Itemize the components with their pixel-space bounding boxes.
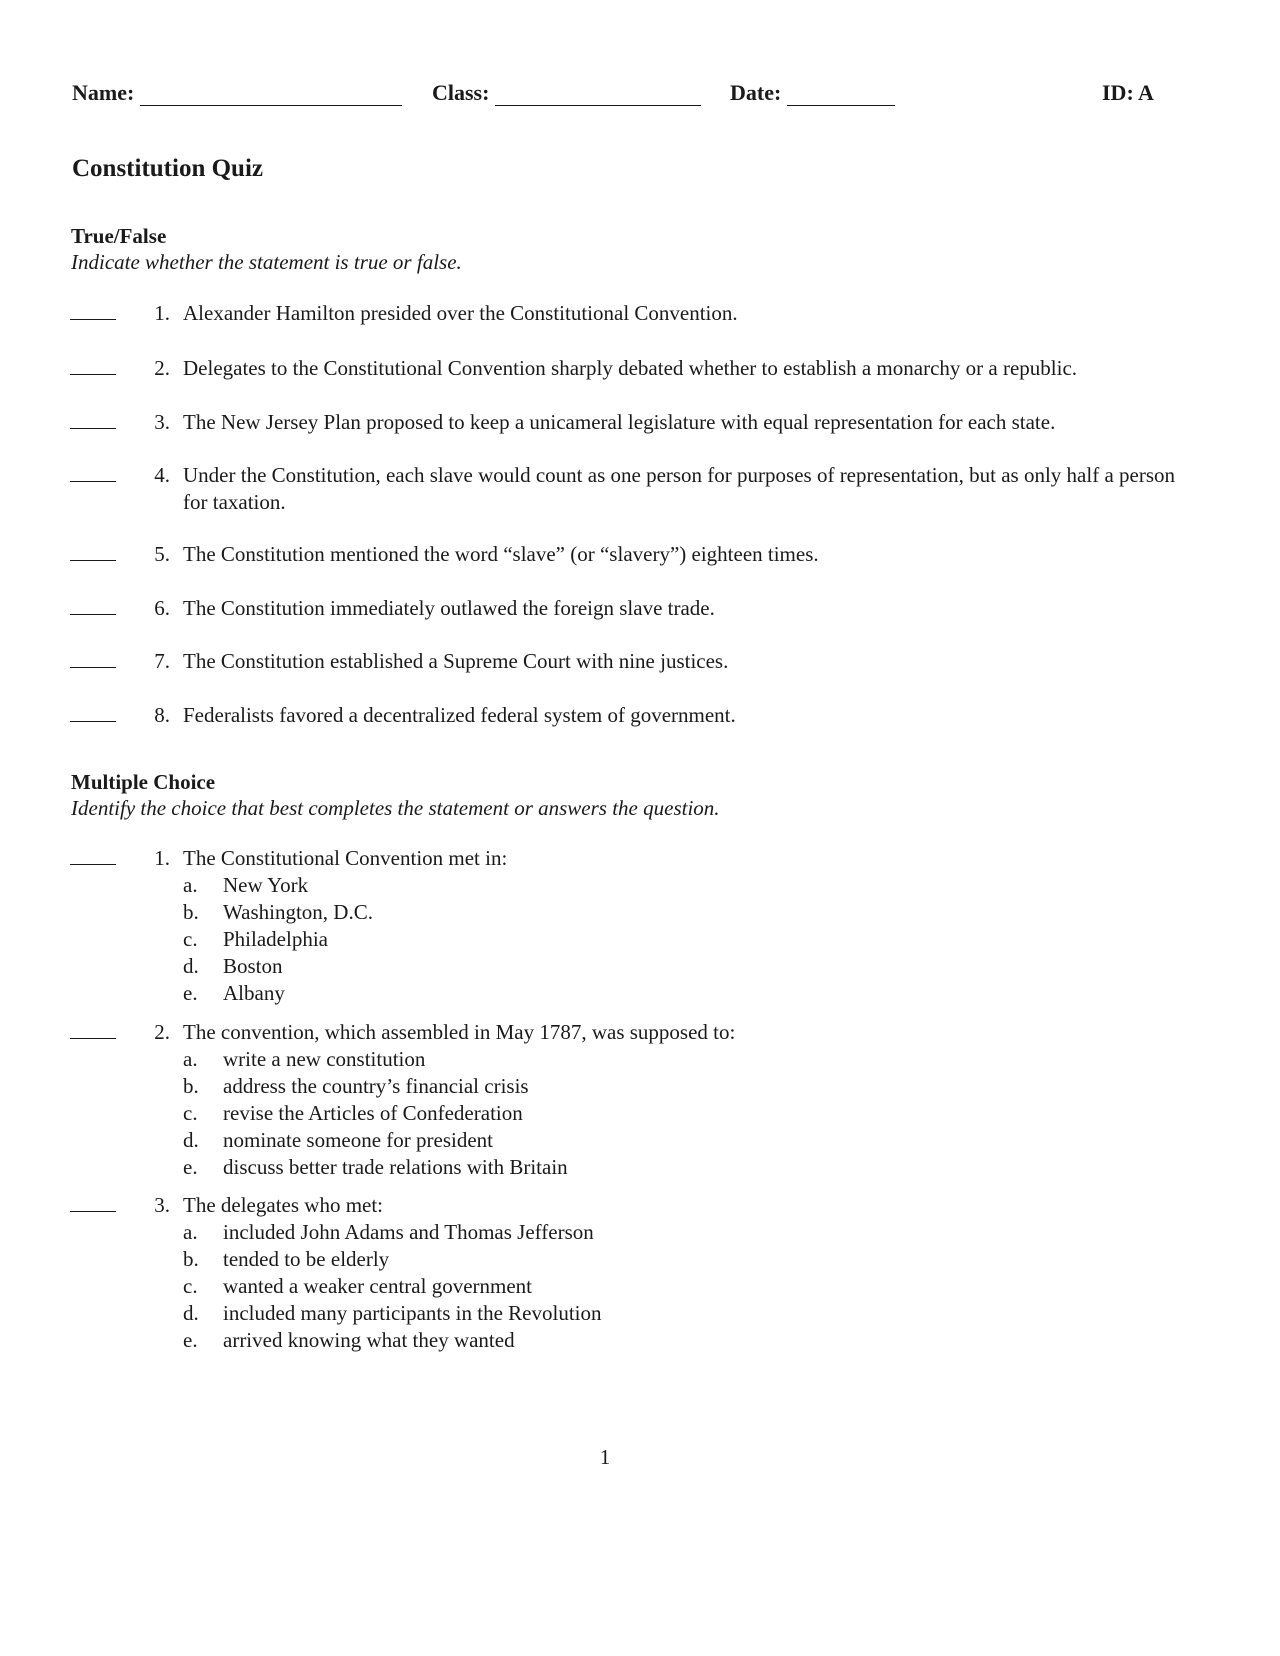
choice-letter: c. [183,1274,198,1298]
answer-blank[interactable] [70,481,116,482]
page-title: Constitution Quiz [72,155,264,182]
true-false-instruction: Indicate whether the statement is true or false. [71,250,462,274]
question-number: 1. [154,846,170,870]
choice-text: Washington, D.C. [223,900,373,924]
date-line[interactable] [787,85,895,106]
choice-text: revise the Articles of Confederation [223,1101,523,1125]
class-label: Class: [432,80,490,105]
date-field [730,80,895,106]
true-false-heading: True/False [71,224,167,248]
question-text: Alexander Hamilton presided over the Constitutional Convention. [183,301,738,325]
question-number: 3. [154,1193,170,1217]
choice-letter: b. [183,1247,199,1271]
choice-letter: d. [183,954,199,978]
choice-text: New York [223,873,309,897]
choice-letter: a. [183,873,198,897]
class-line[interactable] [495,85,701,106]
id-label: ID: A [1102,80,1154,105]
question-number: 4. [154,463,170,487]
question-text: Delegates to the Constitutional Convention sharply debated whether to establish a monarchy or a republic. [183,356,1078,380]
multiple-choice-instruction: Identify the choice that best completes the statement or answers the question. [71,796,720,820]
choice-letter: c. [183,927,198,951]
answer-blank[interactable] [70,428,116,429]
answer-blank[interactable] [70,864,116,865]
question-number: 7. [154,649,170,673]
answer-blank[interactable] [70,614,116,615]
answer-blank[interactable] [70,374,116,375]
date-label: Date: [730,80,782,105]
choice-text: wanted a weaker central government [223,1274,533,1298]
question-number: 5. [154,542,170,566]
question-text: The Constitution established a Supreme Court with nine justices. [183,649,729,673]
question-number: 8. [154,703,170,727]
choice-letter: e. [183,1155,198,1179]
question-number: 6. [154,596,170,620]
question-text: Under the Constitution, each slave would count as one person for purposes of representation, but as only half a person for taxation. [183,463,1176,514]
page-number: 1 [599,1445,611,1469]
choice-text: Philadelphia [223,927,328,951]
question-text: The delegates who met: [183,1193,384,1217]
question-number: 2. [154,1020,170,1044]
choice-text: write a new constitution [223,1047,426,1071]
answer-blank[interactable] [70,667,116,668]
question-text: The convention, which assembled in May 1787, was supposed to: [183,1020,736,1044]
name-label: Name: [72,80,135,105]
answer-blank[interactable] [70,721,116,722]
choice-text: Albany [223,981,285,1005]
question-text: The Constitutional Convention met in: [183,846,508,870]
answer-blank[interactable] [70,560,116,561]
choice-text: discuss better trade relations with Britain [223,1155,568,1179]
choice-letter: d. [183,1301,199,1325]
choice-letter: d. [183,1128,199,1152]
choice-letter: b. [183,1074,199,1098]
choice-text: address the country’s financial crisis [223,1074,529,1098]
answer-blank[interactable] [70,319,116,320]
choice-letter: b. [183,900,199,924]
question-number: 3. [154,410,170,434]
choice-text: included John Adams and Thomas Jefferson [223,1220,594,1244]
choice-text: nominate someone for president [223,1128,494,1152]
name-field [72,80,402,106]
choice-text: Boston [223,954,283,978]
answer-blank[interactable] [70,1211,116,1212]
choice-text: tended to be elderly [223,1247,390,1271]
name-line[interactable] [140,85,402,106]
choice-letter: e. [183,981,198,1005]
question-text: The New Jersey Plan proposed to keep a unicameral legislature with equal representation for each state. [183,410,1056,434]
question-number: 1. [154,301,170,325]
multiple-choice-heading: Multiple Choice [71,770,216,794]
choice-letter: a. [183,1047,198,1071]
choice-letter: c. [183,1101,198,1125]
question-text: Federalists favored a decentralized federal system of government. [183,703,736,727]
header-row [72,80,1172,110]
class-field [432,80,701,106]
question-text: The Constitution mentioned the word “slave” (or “slavery”) eighteen times. [183,542,819,566]
question-number: 2. [154,356,170,380]
question-text: The Constitution immediately outlawed the foreign slave trade. [183,596,715,620]
choice-text: included many participants in the Revolution [223,1301,602,1325]
answer-blank[interactable] [70,1038,116,1039]
choice-letter: e. [183,1328,198,1352]
choice-text: arrived knowing what they wanted [223,1328,515,1352]
choice-letter: a. [183,1220,198,1244]
